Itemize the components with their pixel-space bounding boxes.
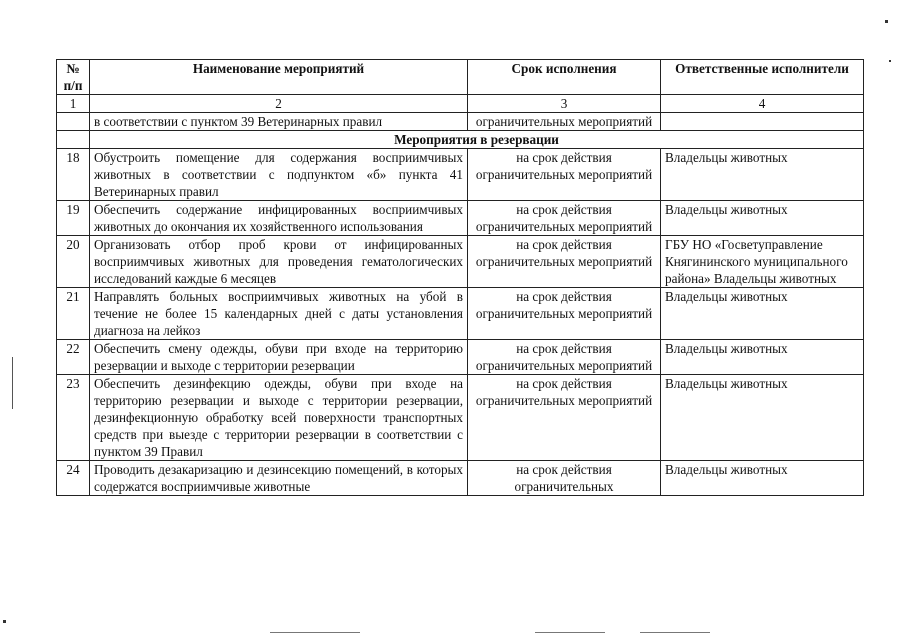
header-resp: Ответственные исполнители [661,60,864,95]
table-row [57,236,864,288]
row-term: на срок действия ограничительных мероприятий [468,236,661,288]
row-num: 22 [57,340,90,375]
table-row [57,340,864,375]
section-title: Мероприятия в резервации [90,131,864,149]
row-num: 21 [57,288,90,340]
row-term: на срок действия ограничительных мероприятий [468,201,661,236]
row-resp: ГБУ НО «Госветуправление Княгининского муниципального района» Владельцы животных [661,236,864,288]
row-term: на срок действия ограничительных мероприятий [468,288,661,340]
section-spacer [57,131,90,149]
row-name: Обустроить помещение для содержания восприимчивых животных в соответствии с подпунктом «б» пункта 41 Ветеринарных правил [90,149,468,201]
row-num: 23 [57,375,90,461]
row-name: Проводить дезакаризацию и дезинсекцию помещений, в которых содержатся восприимчивые животные [90,461,468,496]
row-resp: Владельцы животных [661,201,864,236]
row-term: на срок действия ограничительных мероприятий [468,149,661,201]
section-row [57,131,864,149]
table-header-row [57,60,864,95]
table-row [57,288,864,340]
table-row [57,149,864,201]
header-name: Наименование мероприятий [90,60,468,95]
column-index: 4 [661,95,864,113]
row-name: в соответствии с пунктом 39 Ветеринарных правил [90,113,468,131]
row-term: на срок действия ограничительных мероприятий [468,375,661,461]
scan-mark [3,620,6,623]
row-num: 18 [57,149,90,201]
scan-mark [889,60,891,62]
row-term: на срок действия ограничительных [468,461,661,496]
table-row [57,375,864,461]
row-term: ограничительных мероприятий [468,113,661,131]
measures-table [56,59,864,496]
row-resp: Владельцы животных [661,375,864,461]
row-num: 20 [57,236,90,288]
table-row [57,201,864,236]
header-term: Срок исполнения [468,60,661,95]
row-name: Обеспечить смену одежды, обуви при входе на территорию резервации и выходе с территории резервации [90,340,468,375]
row-term: на срок действия ограничительных мероприятий [468,340,661,375]
scan-line [535,632,605,633]
row-name: Организовать отбор проб крови от инфицированных восприимчивых животных для проведения гематологических исследований каждые 6 месяцев [90,236,468,288]
row-num: 24 [57,461,90,496]
column-index: 1 [57,95,90,113]
row-resp [661,113,864,131]
continuation-row [57,113,864,131]
column-index: 2 [90,95,468,113]
row-num: 19 [57,201,90,236]
scan-mark [12,357,13,409]
row-num [57,113,90,131]
row-resp: Владельцы животных [661,149,864,201]
row-resp: Владельцы животных [661,340,864,375]
row-resp: Владельцы животных [661,461,864,496]
row-resp: Владельцы животных [661,288,864,340]
row-name: Обеспечить дезинфекцию одежды, обуви при входе на территорию резервации и выходе с территории резервации, дезинфекционную обработку всей поверхности транспортных средств при выезде с территории резервации в соответствии с пунктом 39 Правил [90,375,468,461]
row-name: Обеспечить содержание инфицированных восприимчивых животных до окончания их хозяйственного использования [90,201,468,236]
row-name: Направлять больных восприимчивых животных на убой в течение не более 15 календарных дней с даты установления диагноза на лейкоз [90,288,468,340]
scan-line [270,632,360,633]
table-row [57,461,864,496]
scan-mark [885,20,888,23]
column-index-row [57,95,864,113]
header-num: № п/п [57,60,90,95]
column-index: 3 [468,95,661,113]
scan-line [640,632,710,633]
